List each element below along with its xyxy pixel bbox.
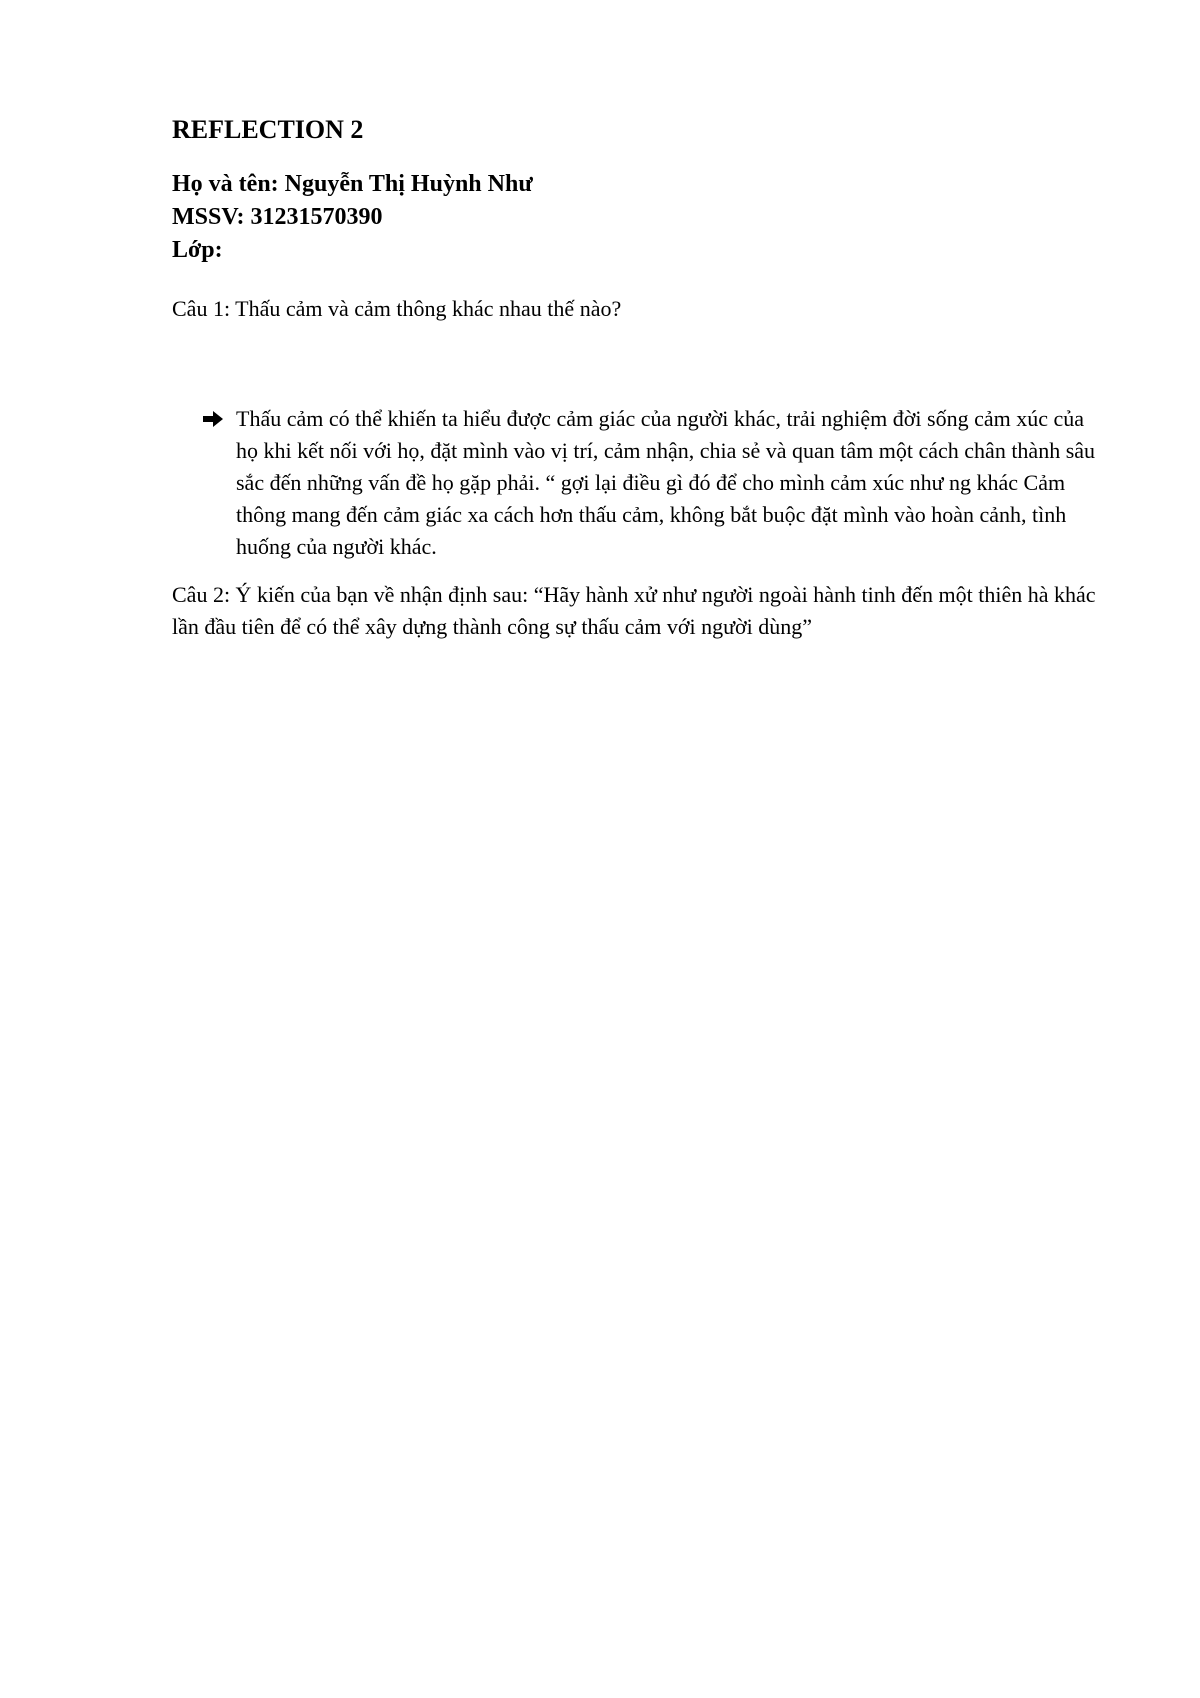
answer-1 — [202, 403, 1102, 563]
student-class: Lớp: — [172, 237, 223, 263]
right-arrow-icon — [202, 403, 236, 435]
document-content — [172, 114, 1102, 643]
answer-1-text: Thấu cảm có thể khiến ta hiểu được cảm giác của người khác, trải nghiệm đời sống cảm xúc của họ khi kết nối với họ, đặt mình vào vị trí, cảm nhận, chia sẻ và quan tâm một cách chân thành sâu sắc đến những vấn đề họ gặp phải. “ gợi lại điều gì đó để cho mình cảm xúc như ng khác Cảm thông mang đến cảm giác xa cách hơn thấu cảm, không bắt buộc đặt mình vào hoàn cảnh, tình huống của người khác. — [236, 406, 1096, 559]
student-id: MSSV: 31231570390 — [172, 204, 383, 230]
question-1: Câu 1: Thấu cảm và cảm thông khác nhau thế nào? — [172, 296, 622, 321]
document-title: REFLECTION 2 — [172, 115, 364, 144]
question-2: Câu 2: Ý kiến của bạn về nhận định sau: “Hãy hành xử như người ngoài hành tinh đến một thiên hà khác lần đầu tiên để có thể xây dựng thành công sự thấu cảm với người dùng” — [172, 582, 1096, 639]
student-name: Họ và tên: Nguyễn Thị Huỳnh Như — [172, 171, 533, 197]
